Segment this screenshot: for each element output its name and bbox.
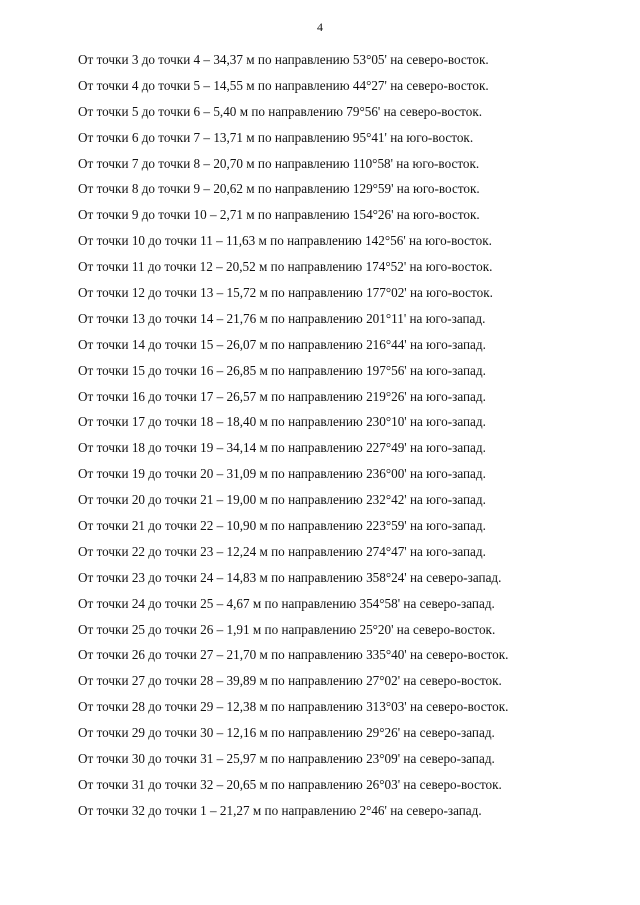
boundary-line: От точки 7 до точки 8 – 20,70 м по направлению 110°58' на юго-восток. bbox=[78, 155, 480, 171]
boundary-line: От точки 29 до точки 30 – 12,16 м по направлению 29°26' на северо-запад. bbox=[78, 725, 495, 741]
boundary-line: От точки 15 до точки 16 – 26,85 м по направлению 197°56' на юго-запад. bbox=[78, 362, 486, 378]
boundary-line: От точки 26 до точки 27 – 21,70 м по направлению 335°40' на северо-восток. bbox=[78, 647, 509, 663]
boundary-line: От точки 31 до точки 32 – 20,65 м по направлению 26°03' на северо-восток. bbox=[78, 776, 502, 792]
boundary-line: От точки 21 до точки 22 – 10,90 м по направлению 223°59' на юго-запад. bbox=[78, 518, 486, 534]
boundary-line: От точки 13 до точки 14 – 21,76 м по направлению 201°11' на юго-запад. bbox=[78, 310, 486, 326]
boundary-line: От точки 30 до точки 31 – 25,97 м по направлению 23°09' на северо-запад. bbox=[78, 751, 495, 767]
boundary-line: От точки 14 до точки 15 – 26,07 м по направлению 216°44' на юго-запад. bbox=[78, 336, 486, 352]
boundary-line: От точки 9 до точки 10 – 2,71 м по направлению 154°26' на юго-восток. bbox=[78, 207, 480, 223]
boundary-line: От точки 4 до точки 5 – 14,55 м по направлению 44°27' на северо-восток. bbox=[78, 77, 489, 93]
boundary-line: От точки 10 до точки 11 – 11,63 м по направлению 142°56' на юго-восток. bbox=[78, 233, 492, 249]
boundary-description-list bbox=[78, 52, 618, 829]
boundary-line: От точки 32 до точки 1 – 21,27 м по направлению 2°46' на северо-запад. bbox=[78, 802, 482, 818]
boundary-line: От точки 19 до точки 20 – 31,09 м по направлению 236°00' на юго-запад. bbox=[78, 466, 486, 482]
boundary-line: От точки 16 до точки 17 – 26,57 м по направлению 219°26' на юго-запад. bbox=[78, 388, 486, 404]
boundary-line: От точки 17 до точки 18 – 18,40 м по направлению 230°10' на юго-запад. bbox=[78, 414, 486, 430]
page-number: 4 bbox=[317, 20, 323, 34]
boundary-line: От точки 24 до точки 25 – 4,67 м по направлению 354°58' на северо-запад. bbox=[78, 595, 495, 611]
boundary-line: От точки 6 до точки 7 – 13,71 м по направлению 95°41' на юго-восток. bbox=[78, 129, 474, 145]
boundary-line: От точки 20 до точки 21 – 19,00 м по направлению 232°42' на юго-запад. bbox=[78, 492, 486, 508]
boundary-line: От точки 23 до точки 24 – 14,83 м по направлению 358°24' на северо-запад. bbox=[78, 569, 502, 585]
boundary-line: От точки 8 до точки 9 – 20,62 м по направлению 129°59' на юго-восток. bbox=[78, 181, 480, 197]
boundary-line: От точки 11 до точки 12 – 20,52 м по направлению 174°52' на юго-восток. bbox=[78, 259, 493, 275]
boundary-line: От точки 25 до точки 26 – 1,91 м по направлению 25°20' на северо-восток. bbox=[78, 621, 496, 637]
boundary-line: От точки 22 до точки 23 – 12,24 м по направлению 274°47' на юго-запад. bbox=[78, 543, 486, 559]
boundary-line: От точки 27 до точки 28 – 39,89 м по направлению 27°02' на северо-восток. bbox=[78, 673, 502, 689]
boundary-line: От точки 5 до точки 6 – 5,40 м по направлению 79°56' на северо-восток. bbox=[78, 103, 483, 119]
boundary-line: От точки 18 до точки 19 – 34,14 м по направлению 227°49' на юго-запад. bbox=[78, 440, 486, 456]
boundary-line: От точки 12 до точки 13 – 15,72 м по направлению 177°02' на юго-восток. bbox=[78, 285, 493, 301]
boundary-line: От точки 28 до точки 29 – 12,38 м по направлению 313°03' на северо-восток. bbox=[78, 699, 509, 715]
boundary-line: От точки 3 до точки 4 – 34,37 м по направлению 53°05' на северо-восток. bbox=[78, 52, 489, 67]
